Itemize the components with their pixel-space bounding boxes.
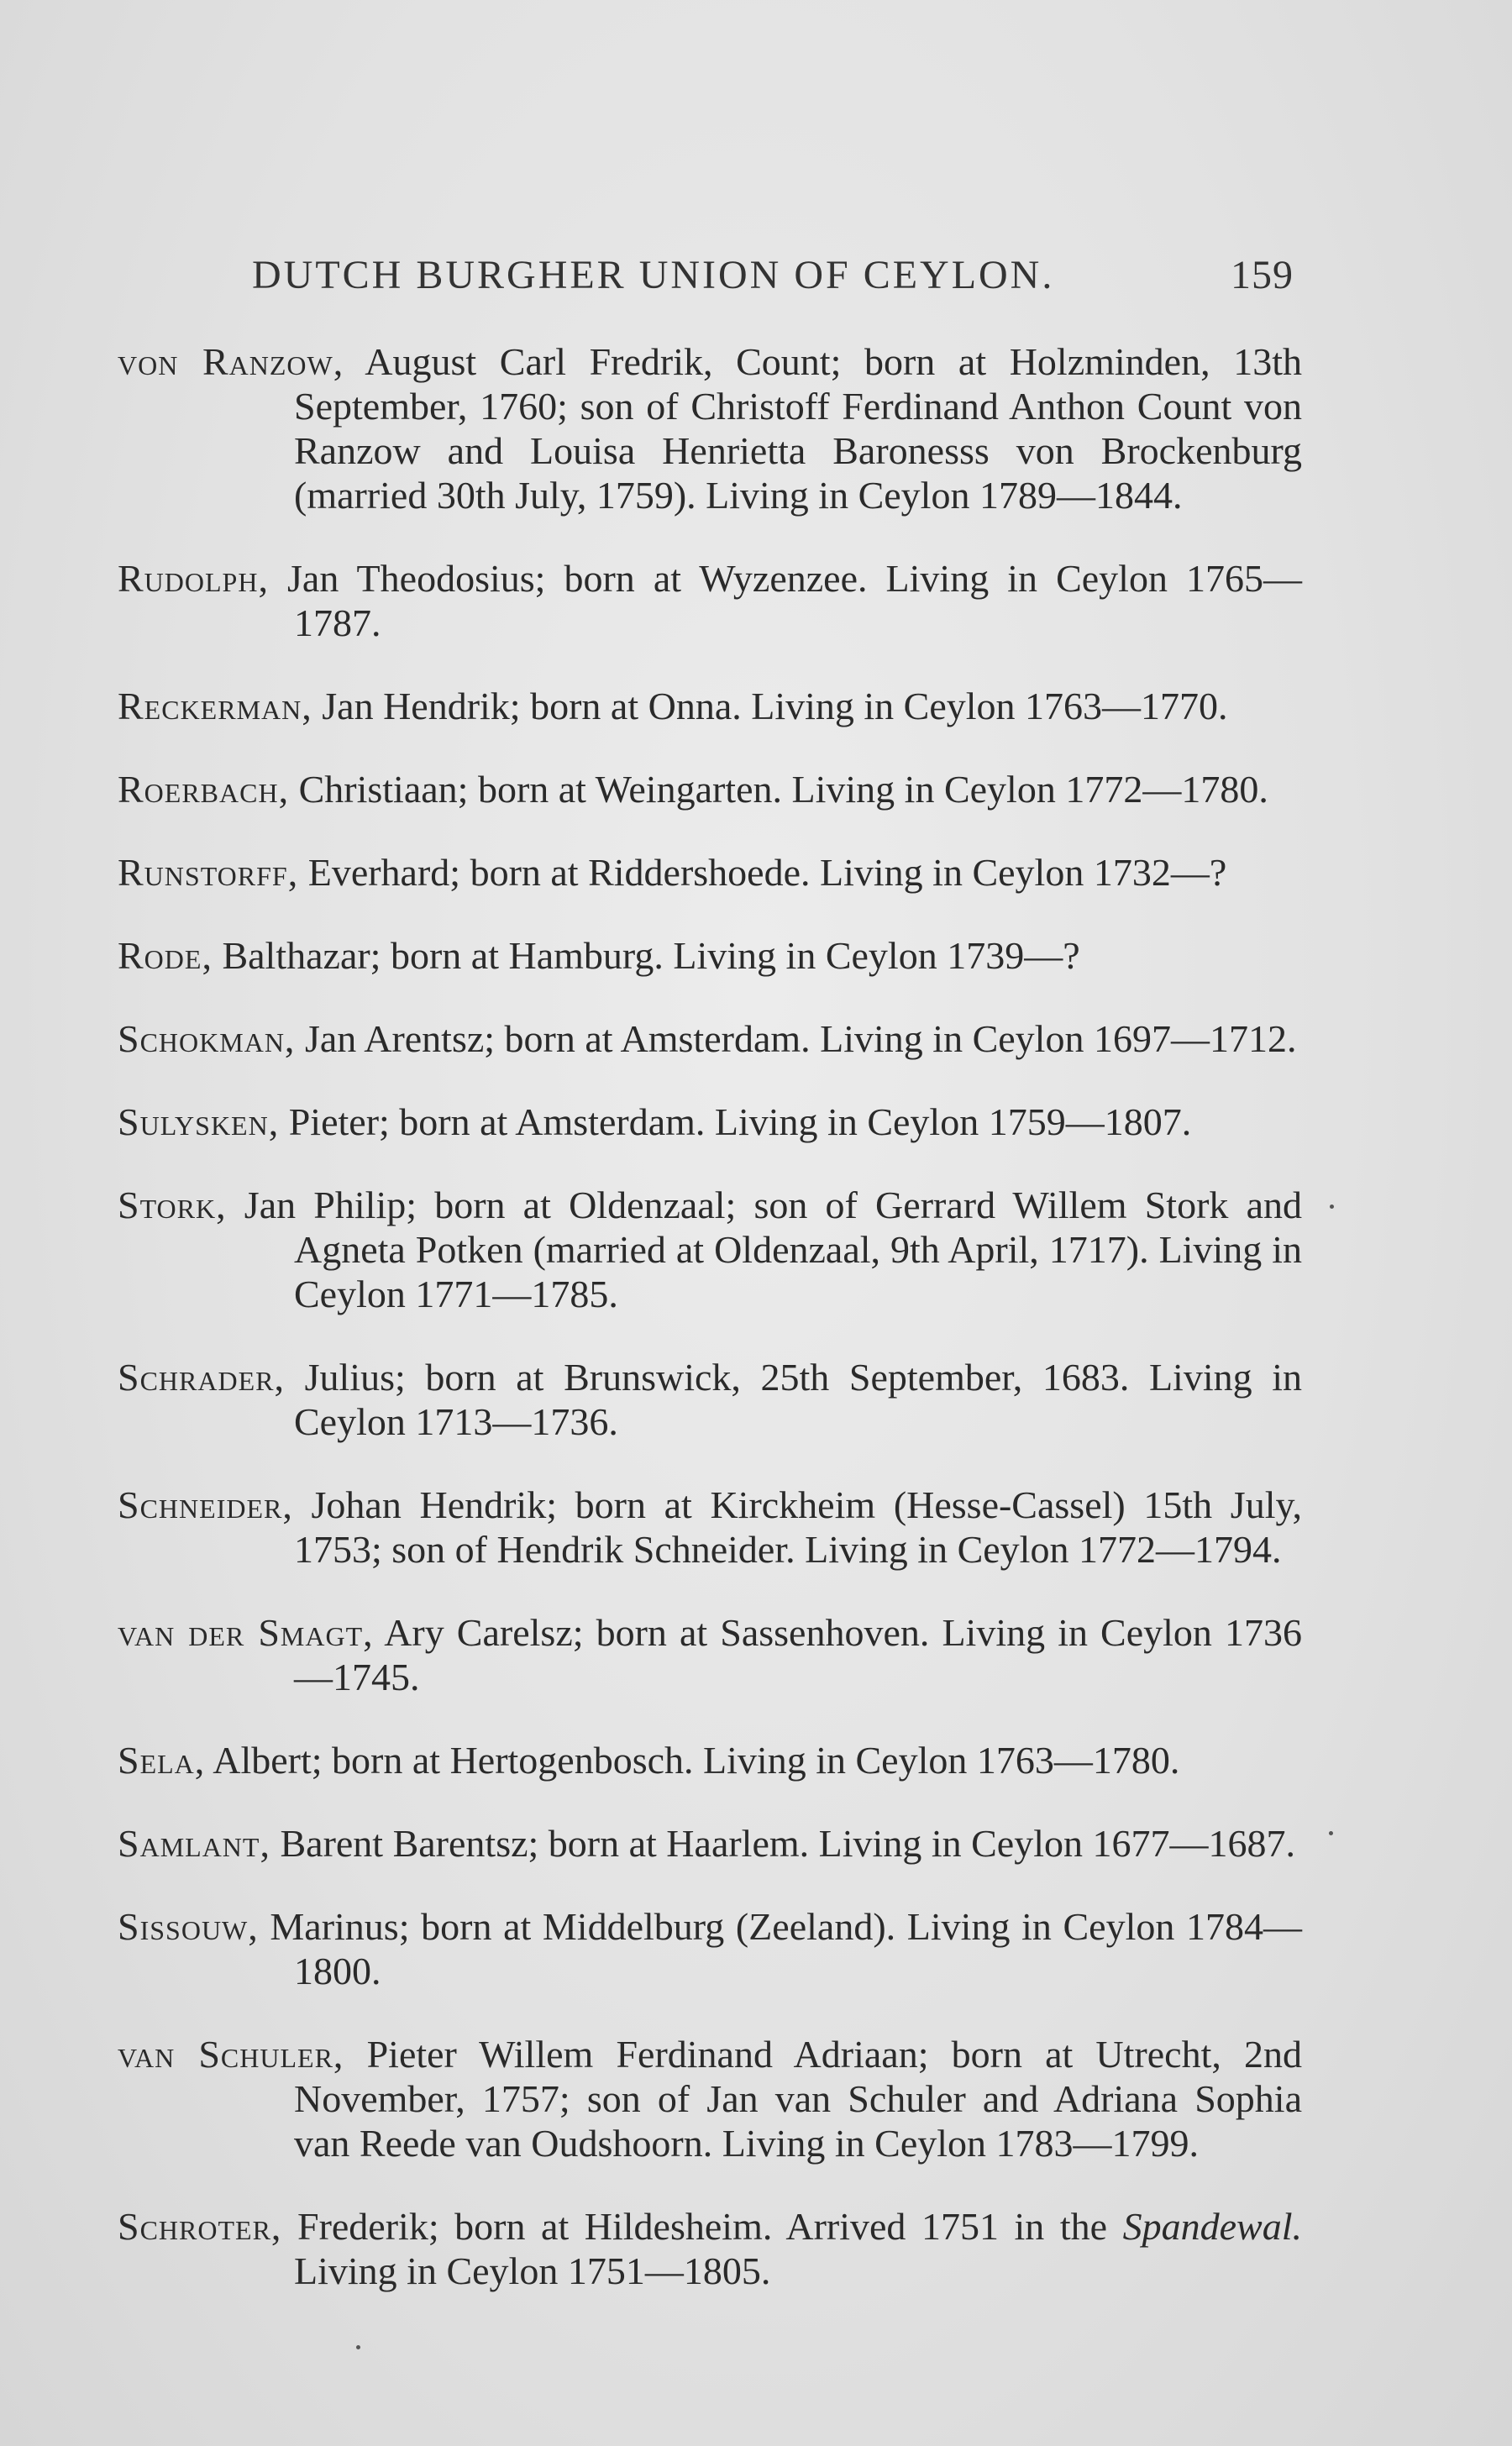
page-number: 159	[1231, 253, 1294, 297]
entry-details: Marinus; born at Middelburg (Zeeland). Living in Ceylon 1784—1800.	[258, 1905, 1302, 1992]
running-head-title: DUTCH BURGHER UNION OF CEYLON.	[252, 253, 1055, 297]
entry-surname: Sissouw,	[118, 1905, 259, 1948]
print-speck	[356, 2345, 360, 2349]
list-item	[118, 933, 1302, 978]
entry-details: Julius; born at Brunswick, 25th September, 1683. Living in Ceylon 1713—1736.	[285, 1356, 1302, 1443]
print-speck	[1330, 1205, 1334, 1209]
entry-surname: Sulysken,	[118, 1100, 280, 1143]
list-item	[118, 339, 1302, 517]
entry-surname: Schneider,	[118, 1483, 293, 1526]
entry-surname: Rode,	[118, 934, 213, 977]
list-item	[118, 2032, 1302, 2165]
running-head	[252, 252, 1294, 311]
entry-surname: Samlant,	[118, 1822, 270, 1865]
entry-details: Jan Philip; born at Oldenzaal; son of Gerrard Willem Stork and Agneta Potken (married at Oldenzaal, 9th April, 1717). Living in Ceylon 1771—1785.	[226, 1184, 1302, 1315]
entry-surname: van Schuler,	[118, 2033, 344, 2076]
entry-details: Frederik; born at Hildesheim. Arrived 1751 in the	[281, 2205, 1123, 2248]
entry-details: Albert; born at Hertogenbosch. Living in Ceylon 1763—1780.	[205, 1739, 1180, 1782]
entry-surname: Runstorff,	[118, 851, 299, 894]
list-item	[118, 2204, 1302, 2293]
list-item	[118, 1183, 1302, 1316]
print-speck	[1329, 1831, 1333, 1835]
entry-details: Everhard; born at Riddershoede. Living in Ceylon 1732—?	[298, 851, 1227, 894]
entry-details: Jan Arentsz; born at Amsterdam. Living in Ceylon 1697—1712.	[295, 1017, 1297, 1060]
entry-details: Jan Hendrik; born at Onna. Living in Ceylon 1763—1770.	[312, 685, 1228, 727]
entry-surname: Schrader,	[118, 1356, 285, 1399]
list-item	[118, 850, 1302, 895]
entry-details: Ary Carelsz; born at Sassenhoven. Living in Ceylon 1736—1745.	[294, 1611, 1302, 1698]
entry-details: Jan Theodosius; born at Wyzenzee. Living in Ceylon 1765—1787.	[268, 557, 1302, 644]
list-item	[118, 1355, 1302, 1444]
entry-details: Barent Barentsz; born at Haarlem. Living in Ceylon 1677—1687.	[270, 1822, 1295, 1865]
entry-details: Pieter; born at Amsterdam. Living in Ceylon 1759—1807.	[279, 1100, 1192, 1143]
list-item	[118, 556, 1302, 645]
entry-details-end: Living in Ceylon 1751—1805.	[294, 2249, 771, 2292]
list-item	[118, 1821, 1302, 1866]
entry-surname: Reckerman,	[118, 685, 312, 727]
entry-surname: Sela,	[118, 1739, 206, 1782]
ship-name: Spandewal.	[1122, 2205, 1302, 2248]
entry-surname: Stork,	[118, 1184, 227, 1226]
list-item	[118, 1483, 1302, 1572]
list-item	[118, 1738, 1302, 1782]
list-item	[118, 1904, 1302, 1993]
entry-details: Pieter Willem Ferdinand Adriaan; born at Utrecht, 2nd November, 1757; son of Jan van Schuler and Adriana Sophia van Reede van Oudshoorn. Living in Ceylon 1783—1799.	[294, 2033, 1302, 2165]
entry-surname: Schokman,	[118, 1017, 296, 1060]
entry-surname: Schroter,	[118, 2205, 282, 2248]
entry-surname: Roerbach,	[118, 768, 290, 811]
list-item	[118, 1100, 1302, 1144]
list-item	[118, 684, 1302, 728]
list-item	[118, 1610, 1302, 1699]
entry-details: Johan Hendrik; born at Kirckheim (Hesse-Cassel) 15th July, 1753; son of Hendrik Schneider. Living in Ceylon 1772—1794.	[292, 1483, 1302, 1571]
entry-details: August Carl Fredrik, Count; born at Holzminden, 13th September, 1760; son of Christoff Ferdinand Anthon Count von Ranzow and Louisa Henrietta Baronesss von Brockenburg (married 30th July, 1759). Living in Ceylon 1789—1844.	[294, 340, 1302, 517]
entry-surname: Rudolph,	[118, 557, 269, 600]
list-item	[118, 767, 1302, 811]
entry-details: Balthazar; born at Hamburg. Living in Ceylon 1739—?	[212, 934, 1080, 977]
entry-details: Christiaan; born at Weingarten. Living in Ceylon 1772—1780.	[289, 768, 1268, 811]
entry-surname: van der Smagt,	[118, 1611, 374, 1654]
entry-surname: von Ranzow,	[118, 340, 344, 383]
list-item	[118, 1016, 1302, 1061]
entry-list	[118, 339, 1302, 2301]
